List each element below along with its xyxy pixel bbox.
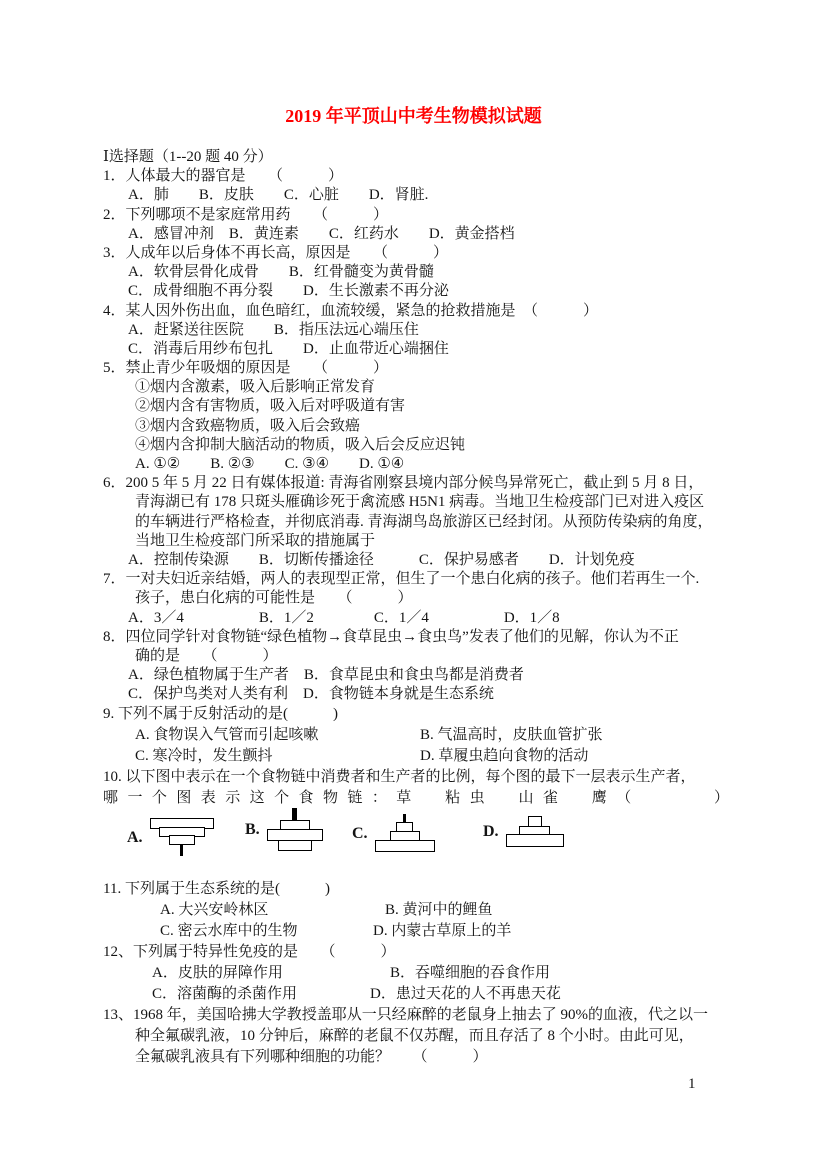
- question-5-item-1: ①烟内含激素，吸入后影响正常发育: [135, 379, 376, 396]
- options-3-ab: A．软骨层骨化成骨 B．红骨髓变为黄骨髓: [128, 264, 434, 281]
- options-9-ab: [103, 725, 729, 746]
- option-text: B．吞噬细胞的吞食作用: [390, 965, 551, 982]
- question-12: 12、下列属于特异性免疫的是 （ ）: [103, 944, 396, 961]
- options-12-cd: [103, 984, 729, 1005]
- pyramid-figure-b-label: B.: [245, 821, 260, 839]
- question-3: 3．人成年以后身体不再长高，原因是 （ ）: [103, 244, 449, 261]
- option-text: D．患过天花的人不再患天花: [370, 986, 561, 1003]
- options-7: A．3／4 B．1／2 C．1／4 D．1／8: [128, 609, 560, 626]
- page-number: 1: [688, 1076, 696, 1092]
- question-6-line-3: 的车辆进行严格检查，并彻底消毒. 青海湖鸟岛旅游区已经封闭。从预防传染病的角度，: [135, 513, 713, 530]
- questions-section-3: [0, 879, 827, 1068]
- pyramid-figures-row: [103, 809, 729, 879]
- question-5-item-3: ③烟内含致癌物质，吸入后会致癌: [135, 417, 361, 434]
- pyramid-figure-c-label: C.: [352, 824, 368, 842]
- pyramid-level: [506, 834, 564, 847]
- option-text: C．溶菌酶的杀菌作用: [152, 986, 298, 1003]
- question-8-line-2: 确的是 （ ）: [135, 647, 278, 664]
- question-8: 8．四位同学针对食物链“绿色植物→食草昆虫→食虫鸟”发表了他们的见解，你认为不正: [103, 628, 679, 645]
- pyramid-figure-d-shape: [506, 817, 564, 847]
- options-4-cd: C．消毒后用纱布包扎 D．止血带近心端捆住: [128, 340, 449, 357]
- option-text: D. 内蒙古草原上的羊: [373, 923, 512, 940]
- question-5-item-4: ④烟内含抑制大脑活动的物质，吸入后会反应迟钝: [135, 436, 466, 453]
- pyramid-level: [278, 840, 312, 851]
- options-4-ab: A．赶紧送往医院 B．指压法远心端压住: [128, 321, 419, 338]
- question-6-line-2: 青海湖已有 178 只斑头雁确诊死于禽流感 H5N1 病毒。当地卫生检疫部门已对进入疫区: [135, 494, 705, 511]
- options-11-ab: [103, 900, 729, 921]
- pyramid-figure-a-shape: [150, 819, 214, 855]
- question-5-item-2: ②烟内含有害物质，吸入后对呼吸道有害: [135, 398, 406, 415]
- options-12-ab: [103, 963, 729, 984]
- option-text: A. 大兴安岭林区: [160, 902, 269, 919]
- option-text: B. 气温高时，皮肤血管扩张: [420, 727, 603, 744]
- question-5: 5．禁止青少年吸烟的原因是 （ ）: [103, 360, 389, 377]
- option-text: A．皮肤的屏障作用: [152, 965, 283, 982]
- question-6-line-4: 当地卫生检疫部门所采取的措施属于: [135, 532, 376, 549]
- section-header: Ⅰ选择题（1--20 题 40 分）: [103, 149, 273, 165]
- questions-section-1: [0, 148, 827, 704]
- pyramid-figure-b: [245, 809, 323, 850]
- question-7-line-2: 孩子，患白化病的可能性是 （ ）: [135, 590, 413, 607]
- question-13-line-2: 种全氟碳乳液，10 分钟后，麻醉的老鼠不仅苏醒，而且存活了 8 个小时。由此可见，: [135, 1028, 694, 1045]
- options-3-cd: C．成骨细胞不再分裂 D．生长激素不再分泌: [128, 283, 449, 300]
- options-8-ab: A．绿色植物属于生产者 B．食草昆虫和食虫鸟都是消费者: [128, 667, 524, 684]
- question-9: 9. 下列不属于反射活动的是( ): [103, 706, 338, 723]
- option-text: C. 寒冷时，发生颤抖: [135, 748, 273, 765]
- options-8-cd: C．保护鸟类对人类有利 D．食物链本身就是生态系统: [128, 686, 494, 703]
- pyramid-figure-a-label: A.: [127, 828, 143, 846]
- pyramid-level: [375, 840, 435, 852]
- pyramid-figure-b-shape: [267, 809, 323, 850]
- options-2: A．感冒冲剂 B．黄连素 C．红药水 D．黄金搭档: [128, 225, 515, 242]
- option-text: C. 密云水库中的生物: [160, 923, 298, 940]
- pyramid-figure-a: [127, 819, 214, 855]
- question-13: 13、1968 年，美国哈拂大学教授盖耶从一只经麻醉的老鼠身上抽去了 90%的血液，代之以一: [103, 1007, 708, 1024]
- question-6: 6．200 5 年 5 月 22 日有媒体报道: 青海省刚察县境内部分候鸟异常死亡，截止到 5 月 8 日，: [103, 475, 704, 492]
- options-9-cd: [103, 746, 729, 767]
- question-13-line-3: 全氟碳乳液具有下列哪种细胞的功能？ （ ）: [135, 1049, 488, 1066]
- option-text: D. 草履虫趋向食物的活动: [420, 748, 589, 765]
- question-2: 2．下列哪项不是家庭常用药 （ ）: [103, 206, 389, 223]
- question-10-line-2: 哪 一 个 图 表 示 这 个 食 物 链 ： 草 粘 虫 山 雀 鹰 （ ）: [103, 790, 729, 807]
- option-text: A. 食物误入气管而引起咳嗽: [135, 727, 319, 744]
- option-text: B. 黄河中的鲤鱼: [385, 902, 493, 919]
- questions-section-2: [0, 704, 827, 809]
- question-10: 10. 以下图中表示在一个食物链中消费者和生产者的比例，每个图的最下一层表示生产者，: [103, 769, 696, 786]
- options-5: A. ①② B. ②③ C. ③④ D. ①④: [135, 456, 405, 472]
- document-title: 2019 年平顶山中考生物模拟试题: [285, 106, 542, 126]
- question-1: 1．人体最大的器官是 （ ）: [103, 168, 344, 185]
- question-7: 7．一对夫妇近亲结婚，两人的表现型正常，但生了一个患白化病的孩子。他们若再生一个.: [103, 571, 700, 588]
- pyramid-figure-d-label: D.: [483, 823, 499, 841]
- question-11: 11. 下列属于生态系统的是( ): [103, 881, 330, 898]
- pyramid-level: [180, 844, 183, 856]
- pyramid-figure-d: [483, 817, 564, 847]
- options-11-cd: [103, 921, 729, 942]
- pyramid-figure-c: [352, 815, 435, 851]
- question-4: 4．某人因外伤出血，血色暗红，血流较缓，紧急的抢救措施是 （ ）: [103, 302, 599, 319]
- options-1: A．肺 B．皮肤 C．心脏 D．肾脏.: [128, 187, 429, 204]
- options-6: A．控制传染源 B．切断传播途径 C．保护易感者 D．计划免疫: [128, 551, 635, 568]
- pyramid-figure-c-shape: [375, 815, 435, 851]
